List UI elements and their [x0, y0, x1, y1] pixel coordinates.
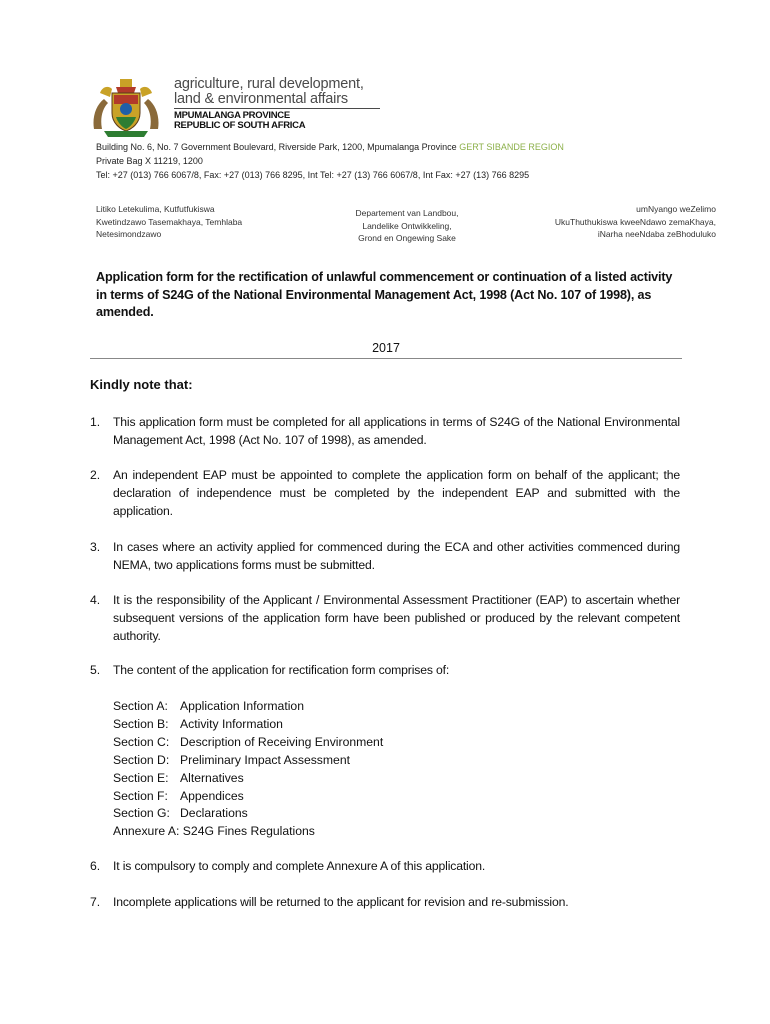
section-name: Appendices: [180, 788, 244, 803]
list-item: [90, 414, 680, 450]
department-name-isindebele: [555, 203, 716, 241]
list-item-number: 4.: [90, 593, 101, 607]
list-item-number: 1.: [90, 415, 101, 429]
address-block: [96, 140, 564, 182]
section-name: Application Information: [180, 699, 304, 713]
section-label: Section C:: [113, 734, 170, 749]
address-line-1: [96, 140, 564, 154]
address-line-2: Private Bag X 11219, 1200: [96, 156, 203, 166]
coat-of-arms-icon: [90, 77, 162, 139]
document-year: 2017: [372, 341, 400, 355]
section-name: Declarations: [180, 806, 248, 821]
section-row: [113, 805, 383, 823]
isindebele-line: UkuThuthukiswa kweeNdawo zemaKhaya,: [554, 216, 716, 227]
department-name-line2: land & environmental affairs: [174, 91, 348, 107]
department-logo-text: [174, 77, 380, 131]
department-name-afrikaans: [338, 207, 476, 245]
list-item: [90, 894, 680, 912]
department-name-siswati: [96, 203, 242, 241]
list-item-text: Incomplete applications will be returned to the applicant for revision and re-submission.: [113, 895, 569, 909]
document-title: Application form for the rectification of unlawful commencement or continuation of a listed activity in terms of S24G of the National Environmental Management Act, 1998 (Act No. 107 of 1998), as amended.: [96, 270, 673, 320]
annexure-row: Annexure A: S24G Fines Regulations: [113, 824, 315, 839]
section-label: Section A:: [113, 699, 168, 713]
section-label: Section D:: [113, 752, 170, 767]
section-name: Alternatives: [180, 770, 244, 785]
list-item-text: An independent EAP must be appointed to complete the application form on behalf of the applicant; the declaration of independence must be completed by the independent EAP and submitted with the application.: [113, 468, 680, 518]
section-row: [113, 788, 383, 806]
list-item-text: This application form must be completed for all applications in terms of S24G of the National Environmental Management Act, 1998 (Act No. 107 of 1998), as amended.: [113, 415, 680, 447]
year-divider: [90, 358, 682, 359]
afrikaans-line: Landelike Ontwikkeling,: [362, 220, 452, 231]
country-name: REPUBLIC OF SOUTH AFRICA: [174, 120, 306, 131]
list-item-number: 6.: [90, 859, 101, 873]
isindebele-line: iNarha neeNdaba zeBhoduluko: [597, 229, 716, 240]
list-item-text: It is compulsory to comply and complete Annexure A of this application.: [113, 859, 486, 873]
section-name: Description of Receiving Environment: [180, 734, 384, 749]
department-divider: [174, 108, 380, 109]
section-label: Section G:: [113, 806, 170, 821]
street-address: Building No. 6, No. 7 Government Boulevard, Riverside Park, 1200, Mpumalanga Province: [96, 142, 457, 152]
siswati-line: Netesimondzawo: [96, 229, 162, 240]
section-label: Section E:: [113, 770, 169, 785]
list-item-number: 2.: [90, 468, 101, 482]
section-row: [113, 770, 383, 788]
province-name: MPUMALANGA PROVINCE: [174, 110, 290, 121]
section-name: Activity Information: [180, 716, 283, 731]
list-item-text: It is the responsibility of the Applicant / Environmental Assessment Practitioner (EAP) to ascertain whether subsequent versions of the application form have been published or produced by the relevant competent authority.: [113, 593, 680, 643]
siswati-line: Kwetindzawo Tasemakhaya, Temhlaba: [96, 216, 243, 227]
siswati-line: Litiko Letekulima, Kutfutfukiswa: [96, 204, 215, 214]
address-line-3: Tel: +27 (013) 766 6067/8, Fax: +27 (013) 766 8295, Int Tel: +27 (13) 766 6067/8, Int Fax: +27 (13) 766 8295: [96, 170, 530, 180]
section-row: [113, 734, 383, 752]
section-list: [113, 698, 383, 841]
section-label: Section F:: [113, 788, 168, 803]
note-heading: Kindly note that:: [90, 377, 193, 392]
list-item-text: In cases where an activity applied for commenced during the ECA and other activities commenced during NEMA, two applications forms must be submitted.: [113, 540, 680, 572]
list-item: [90, 662, 680, 680]
isindebele-line: umNyango weZelimo: [636, 204, 716, 214]
section-label: Section B:: [113, 716, 169, 731]
section-row: [113, 716, 383, 734]
section-row: [113, 698, 383, 716]
list-item-number: 7.: [90, 895, 101, 909]
section-row: [113, 752, 383, 770]
list-item-text: The content of the application for rectification form comprises of:: [113, 663, 450, 677]
list-item-number: 5.: [90, 663, 101, 677]
afrikaans-line: Departement van Landbou,: [355, 208, 459, 218]
afrikaans-line: Grond en Ongewing Sake: [358, 233, 456, 244]
list-item: [90, 539, 680, 575]
list-item-number: 3.: [90, 540, 101, 554]
section-name: Preliminary Impact Assessment: [180, 752, 350, 767]
department-name-line1: agriculture, rural development,: [174, 76, 364, 92]
region-name: GERT SIBANDE REGION: [459, 142, 564, 152]
list-item: [90, 592, 680, 645]
list-item: [90, 858, 680, 876]
list-item: [90, 467, 680, 520]
